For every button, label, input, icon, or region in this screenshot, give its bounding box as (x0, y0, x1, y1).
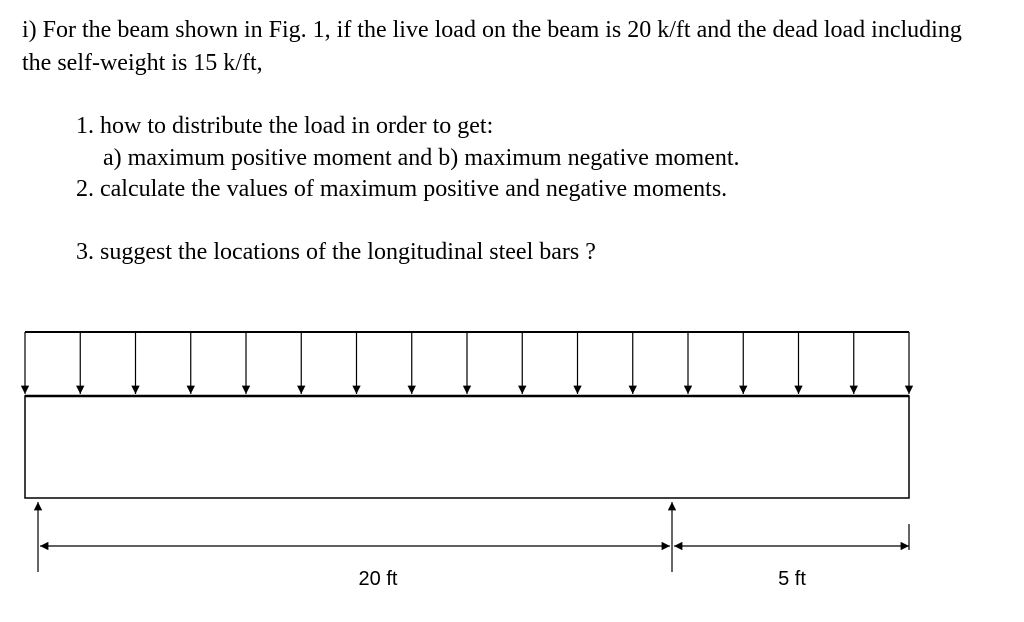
load-arrows (25, 332, 909, 394)
beam-body (25, 396, 909, 498)
question-1: 1. how to distribute the load in order to get: (76, 113, 494, 139)
dimension-overhang (674, 524, 909, 550)
question-2: 2. calculate the values of maximum positive and negative moments. (76, 176, 728, 202)
distributed-load (25, 332, 909, 394)
question-3: 3. suggest the locations of the longitudinal steel bars ? (76, 239, 596, 265)
beam-figure (0, 300, 1024, 622)
problem-statement: i) For the beam shown in Fig. 1, if the live load on the beam is 20 k/ft and the dead load including the self-weight is 15 k/ft, (22, 17, 962, 76)
overhang-length-label: 5 ft (778, 568, 806, 590)
span-length-label: 20 ft (358, 568, 398, 590)
question-1-options: a) maximum positive moment and b) maximum negative moment. (103, 145, 740, 171)
